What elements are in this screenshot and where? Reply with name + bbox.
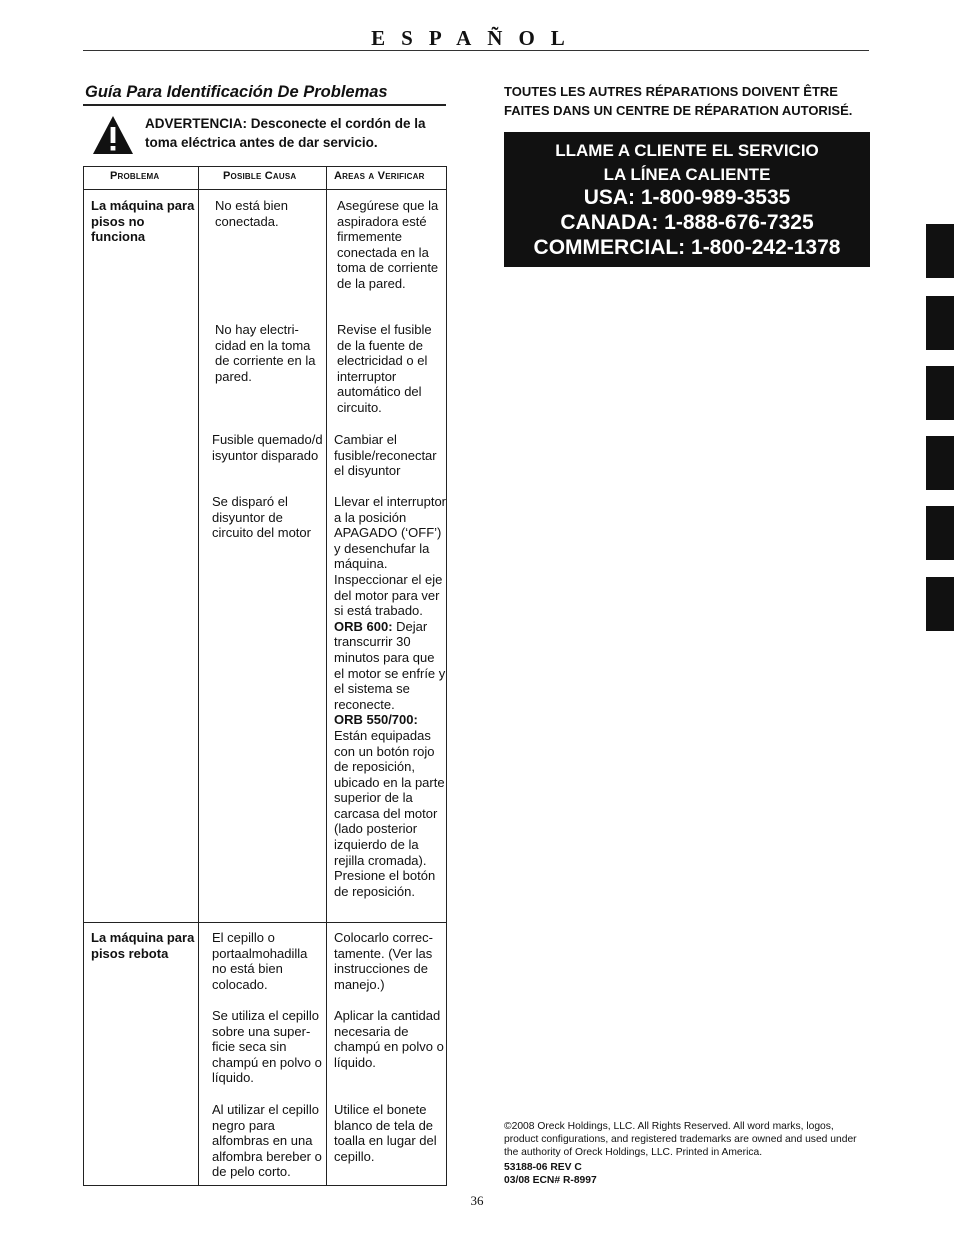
column-divider [198,167,199,1185]
repairs-notice: TOUTES LES AUTRES RÉPARATIONS DOIVENT ÊTRE FAITES DANS UN CENTRE DE RÉPARATION AUTORISÉ. [504,84,853,118]
ecn-code: 03/08 ECN# R-8997 [504,1175,597,1186]
warning-icon [92,114,134,156]
section-tab [926,224,954,278]
check-cell: Aplicar la cantidad necesaria de champú en polvo o líquido. [334,1008,444,1070]
cause-cell: No está bien conectada. [215,198,288,229]
hotline-heading: LLAME A CLIENTE EL SERVICIO [555,141,819,160]
hotline-subheading: LA LÍNEA CALIENTE [603,165,771,184]
section-tab [926,577,954,631]
problem-cell: La máquina para pisos no funciona [91,198,195,245]
header-problem: Problema [110,170,160,182]
footer [504,1120,870,1187]
document-code: 53188-06 REV C [504,1162,582,1173]
title-underline [83,104,446,106]
cause-cell: No hay electri-cidad en la toma de corriente en la pared. [215,322,316,384]
table-header [84,167,446,190]
section-tab [926,366,954,420]
section-tab [926,506,954,560]
page-number: 36 [470,1193,484,1208]
check-text: Están equipadas con un botón rojo de reposición, ubicado en la parte superior de la carcasa del motor (lado posterior izquierdo de la rejilla cromada). Presione el botón de reposición. [334,727,445,899]
check-text: Llevar el interruptor a la posición APAGADO (‘OFF’) y desenchufar la máquina. Inspeccionar el eje del motor para ver si está trabado. [334,494,446,619]
phone-canada: CANADA: 1-888-676-7325 [560,211,814,234]
cause-cell: Fusible quemado/disyuntor disparado [212,432,323,463]
warning-text: ADVERTENCIA: Desconecte el cordón de la toma eléctrica antes de dar servicio. [145,116,426,150]
row-divider [84,922,446,923]
check-cell: Cambiar el fusible/reconectar el disyuntor [334,432,437,479]
header-cause: Posible Causa [223,170,297,182]
column-divider [326,167,327,1185]
phone-usa: USA: 1-800-989-3535 [583,186,791,209]
check-cell [334,494,446,899]
phone-commercial: COMMERCIAL: 1-800-242-1378 [533,236,841,259]
model-label: ORB 600: [334,618,393,634]
hotline-box [504,132,870,267]
section-tab [926,296,954,350]
check-cell: Utilice el bonete blanco de tela de toalla en lugar del cepillo. [334,1102,437,1164]
cause-cell: Al utilizar el cepillo negro para alfombras en una alfombra bereber o de pelo corto. [212,1102,322,1180]
check-cell: Colocarlo correc-tamente. (Ver las instrucciones de manejo.) [334,930,433,992]
problem-cell: La máquina para pisos rebota [91,930,195,961]
cause-cell: El cepillo o portaalmohadilla no está bien colocado. [212,930,308,992]
header-rule [83,50,869,51]
model-label: ORB 550/700: [334,712,418,728]
check-cell: Revise el fusible de la fuente de electricidad o el interruptor automático del circuito. [337,322,432,415]
cause-cell: Se utiliza el cepillo sobre una super-ficie seca sin champú en polvo o líquido. [212,1008,322,1086]
cause-cell: Se disparó el disyuntor de circuito del motor [212,494,311,541]
check-text: Dejar transcurrir 30 minutos para que el motor se enfríe y el sistema se reconecte. [334,618,446,712]
troubleshooting-table [83,166,447,1186]
section-tab [926,436,954,490]
copyright-text: ©2008 Oreck Holdings, LLC. All Rights Reserved. All word marks, logos, product configurations, and registered trademarks are owned and used under the authority of Oreck Holdings, LLC. Printed in America. [504,1121,857,1158]
language-header: ESPAÑOL [371,26,581,50]
section-title: Guía Para Identificación De Problemas [85,83,388,101]
header-check: Areas a Verificar [334,170,425,182]
check-cell: Asegúrese que la aspiradora esté firmemente conectada en la toma de corriente de la pared. [337,198,439,291]
